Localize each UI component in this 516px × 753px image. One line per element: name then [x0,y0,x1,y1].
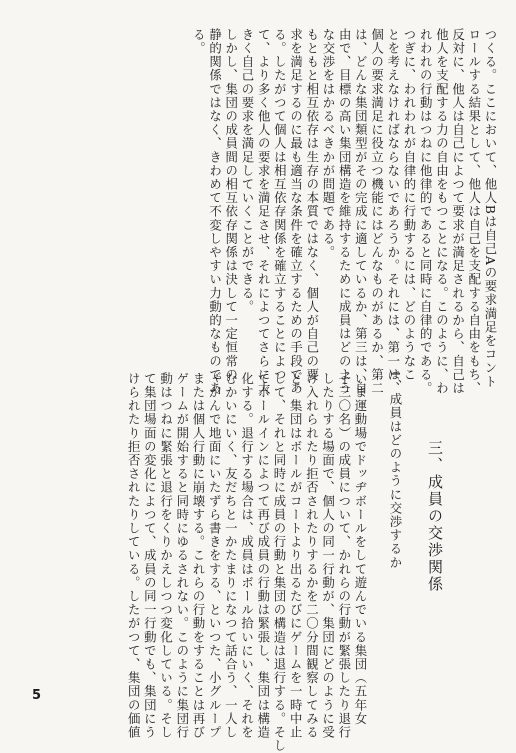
text-line: け入れられたり拒否されたりするかを二〇分間観察してみる [304,372,320,740]
text-line: 化する。退行する場合は、成員はボール拾いにいく、それを [239,372,255,740]
text-line: とを考えなければならないであろうか。それには、第一は、 [385,28,401,396]
text-line: ロールする結果として、他人は自己を支配する自由をもち、 [466,28,482,396]
upper-text-block [190,28,498,396]
subsection-heading: 1、成員はどのように交渉するか [388,370,403,570]
text-line: つくる。ここにおいて、他人Bは自己Aの要求満足をコント [483,28,498,389]
text-line: 動はつねに緊張と退行をくりかえしつつ変化している。そし [158,372,174,740]
text-line: 求を満足するのに最も適当な条件を確立するための手段であ [288,28,304,396]
text-line: 子三〇名）の成員について、かれらの行動が緊張したり退行 [336,372,352,740]
text-line: て、より多く他人の要求を満足させ、それによつてさらに大 [256,28,272,396]
text-line: したりする場面で、個人の同一行動が、集団にどのように受 [320,372,336,740]
text-line: てボールインによつて再び成員の行動は緊張し、集団は構造 [255,372,271,740]
text-line: 静的関係ではなく、きわめて不変しやすい力動的なものであ [207,28,223,396]
page-number: 5 [32,688,42,703]
text-line: て集団場面の変化によつて、成員の同一行動でも、集団にう [142,372,158,740]
text-line: 由で、目標の高い集団構造を維持するために成員はどのよう [337,28,353,396]
text-line: な交渉をはかるべきかが問題である。 [320,28,336,260]
text-line: る。 [191,28,207,56]
text-line: れわれの行動はつねに他律的であると同時に自律的である。 [418,28,434,396]
text-line: もともと相互依存は生存の本質ではなく、個人が自己の要 [304,28,320,382]
section-heading: 三、成員の交渉関係 [426,440,444,593]
text-line: 反対に、他人は自己によつて要求が満足されるから、自己は [450,28,466,396]
text-line: または個人行動に崩壊する。これらの行動をすることは再び [190,372,206,740]
text-line: と、集団はボールがコートより出るたびにゲームを一時中止 [288,372,304,740]
text-line: は、どんな集団類型がその完成に適しているか、第三は、自 [353,28,369,396]
text-line: いま運動場でドッヂボールをして遊んでいる集団（五年女 [353,372,368,726]
text-line: ゲームが開始すると同時にゆるされない。このように集団行 [174,372,190,740]
text-line: る。したがつて個人は相互依存関係を確立することによつ [272,28,288,382]
text-line: きく自己の要求を満足していくことができる。 [239,28,255,314]
text-line: つぎに、われわれが自律的に行動するには、どのようなこ [401,28,417,382]
text-line: 個人の要求満足に役立つ機能にはどんなものがあるか、第二 [369,28,385,396]
text-line: しかし、集団の成員間の相互依存関係は決して一定恒常の [223,28,239,382]
text-line: ゃがんで地面にいたずら書きをする、といつた、小グループ [207,372,223,740]
lower-text-block [125,372,368,753]
text-line: むかいにいく、友だちと一かたまりになつて話合う、一人し [223,372,239,740]
text-line: して、それと同時に成員の行動と集団の構造は退行する。そし [271,372,287,753]
text-line: けられたり拒否されたりしている。したがつて、集団の価値 [126,372,142,740]
text-line: 他人を支配する力の自由をもつことになる。このように、わ [434,28,450,396]
